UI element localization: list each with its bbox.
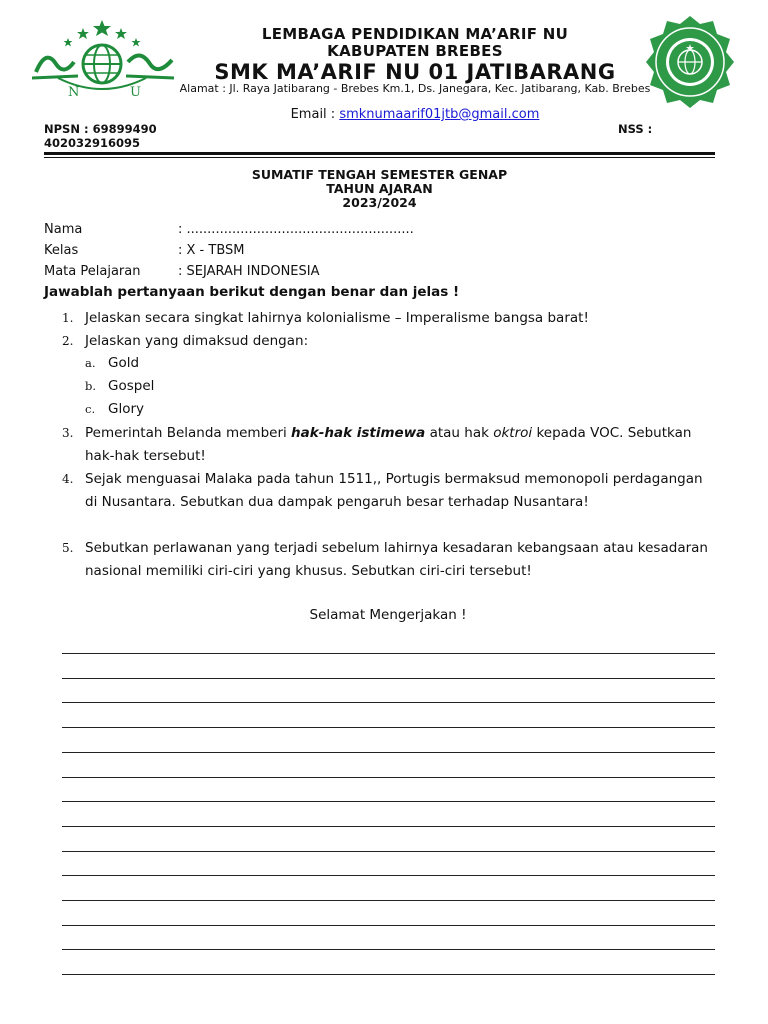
- question-text: Jelaskan secara singkat lahirnya kolonialisme – Imperalisme bangsa barat!: [85, 310, 589, 326]
- nu-logo: [28, 18, 176, 100]
- school-name: SMK MA’ARIF NU 01 JATIBARANG: [214, 60, 616, 84]
- answer-line: [62, 678, 715, 679]
- option-letter: b.: [85, 379, 97, 393]
- question-text: Pemerintah Belanda memberi hak-hak istimewa atau hak oktroi kepada VOC. Sebutkan hak-hak tersebut!: [85, 425, 692, 464]
- answer-line: [62, 900, 715, 901]
- field-label: Kelas: [44, 243, 79, 258]
- answer-line: [62, 727, 715, 728]
- npsn: [44, 122, 157, 150]
- question-text: Jelaskan yang dimaksud dengan:: [85, 333, 309, 349]
- field-value: : SEJARAH INDONESIA: [178, 264, 320, 279]
- question-1: [62, 307, 712, 330]
- field-value: : .......................................................: [178, 222, 414, 237]
- answer-line: [62, 826, 715, 827]
- question-text: Sebutkan perlawanan yang terjadi sebelum lahirnya kesadaran kebangsaan atau kesadaran nasional memiliki ciri-ciri yang khusus. Sebutkan ciri-ciri tersebut!: [85, 540, 708, 579]
- org-name-line2: KABUPATEN BREBES: [327, 42, 503, 60]
- option-letter: a.: [85, 356, 96, 370]
- question-number: 1.: [62, 311, 74, 325]
- instruction: Jawablah pertanyaan berikut dengan benar dan jelas !: [44, 284, 460, 300]
- question-2-option-b: [85, 378, 154, 394]
- answer-line: [62, 777, 715, 778]
- field-label: Mata Pelajaran: [44, 264, 141, 279]
- email-link[interactable]: smknumaarif01jtb@gmail.com: [339, 107, 540, 122]
- question-3: [62, 422, 712, 468]
- question-number: 4.: [62, 472, 74, 486]
- option-text: Glory: [108, 401, 145, 417]
- question-text: Sejak menguasai Malaka pada tahun 1511,, Portugis bermaksud memonopoli perdagangan di Nusantara. Sebutkan dua dampak pengaruh besar terhadap Nusantara!: [85, 471, 703, 510]
- answer-line: [62, 801, 715, 802]
- option-text: Gold: [108, 355, 140, 371]
- question-5: [62, 537, 712, 583]
- answer-line: [62, 875, 715, 876]
- exam-title-line1: SUMATIF TENGAH SEMESTER GENAP: [251, 167, 508, 182]
- header-rule-thin: [44, 157, 715, 158]
- npsn-line2: 402032916095: [44, 136, 141, 150]
- closing-message: Selamat Mengerjakan !: [309, 607, 467, 623]
- nu-globe-logo-icon: [28, 18, 176, 100]
- emphasis-italic: oktroi: [493, 425, 533, 441]
- question-number: 5.: [62, 541, 74, 555]
- logo-letter-u: U: [130, 85, 141, 100]
- answer-line: [62, 653, 715, 654]
- question-4: [62, 468, 712, 514]
- email-label: Email :: [290, 107, 340, 122]
- answer-line: [62, 702, 715, 703]
- answer-line: [62, 925, 715, 926]
- question-2: [62, 330, 712, 353]
- question-number: 3.: [62, 426, 74, 440]
- option-text: Gospel: [108, 378, 155, 394]
- question-number: 2.: [62, 334, 74, 348]
- org-name-line1: LEMBAGA PENDIDIKAN MA’ARIF NU: [261, 25, 569, 43]
- npsn-line1: NPSN : 69899490: [44, 122, 157, 136]
- header-rule-thick: [44, 152, 715, 155]
- logo-letter-n: N: [68, 85, 80, 100]
- exam-title-line3: 2023/2024: [342, 195, 417, 210]
- field-value: : X - TBSM: [178, 243, 245, 258]
- field-nama: [44, 222, 414, 237]
- exam-title-line2: TAHUN AJARAN: [326, 181, 433, 196]
- school-address: Alamat : Jl. Raya Jatibarang - Brebes Km.1, Ds. Janegara, Kec. Jatibarang, Kab. Brebes: [179, 82, 651, 95]
- answer-line: [62, 752, 715, 753]
- option-letter: c.: [85, 402, 96, 416]
- question-2-option-a: [85, 355, 139, 371]
- field-mata-pelajaran: [44, 264, 320, 279]
- answer-line: [62, 974, 715, 975]
- email-line: [160, 107, 670, 122]
- nss-label: NSS :: [618, 122, 653, 136]
- question-2-option-c: [85, 401, 144, 417]
- answer-line: [62, 949, 715, 950]
- answer-line: [62, 851, 715, 852]
- field-label: Nama: [44, 222, 83, 237]
- field-kelas: [44, 243, 244, 258]
- emphasis-bold-italic: hak-hak istimewa: [291, 425, 426, 441]
